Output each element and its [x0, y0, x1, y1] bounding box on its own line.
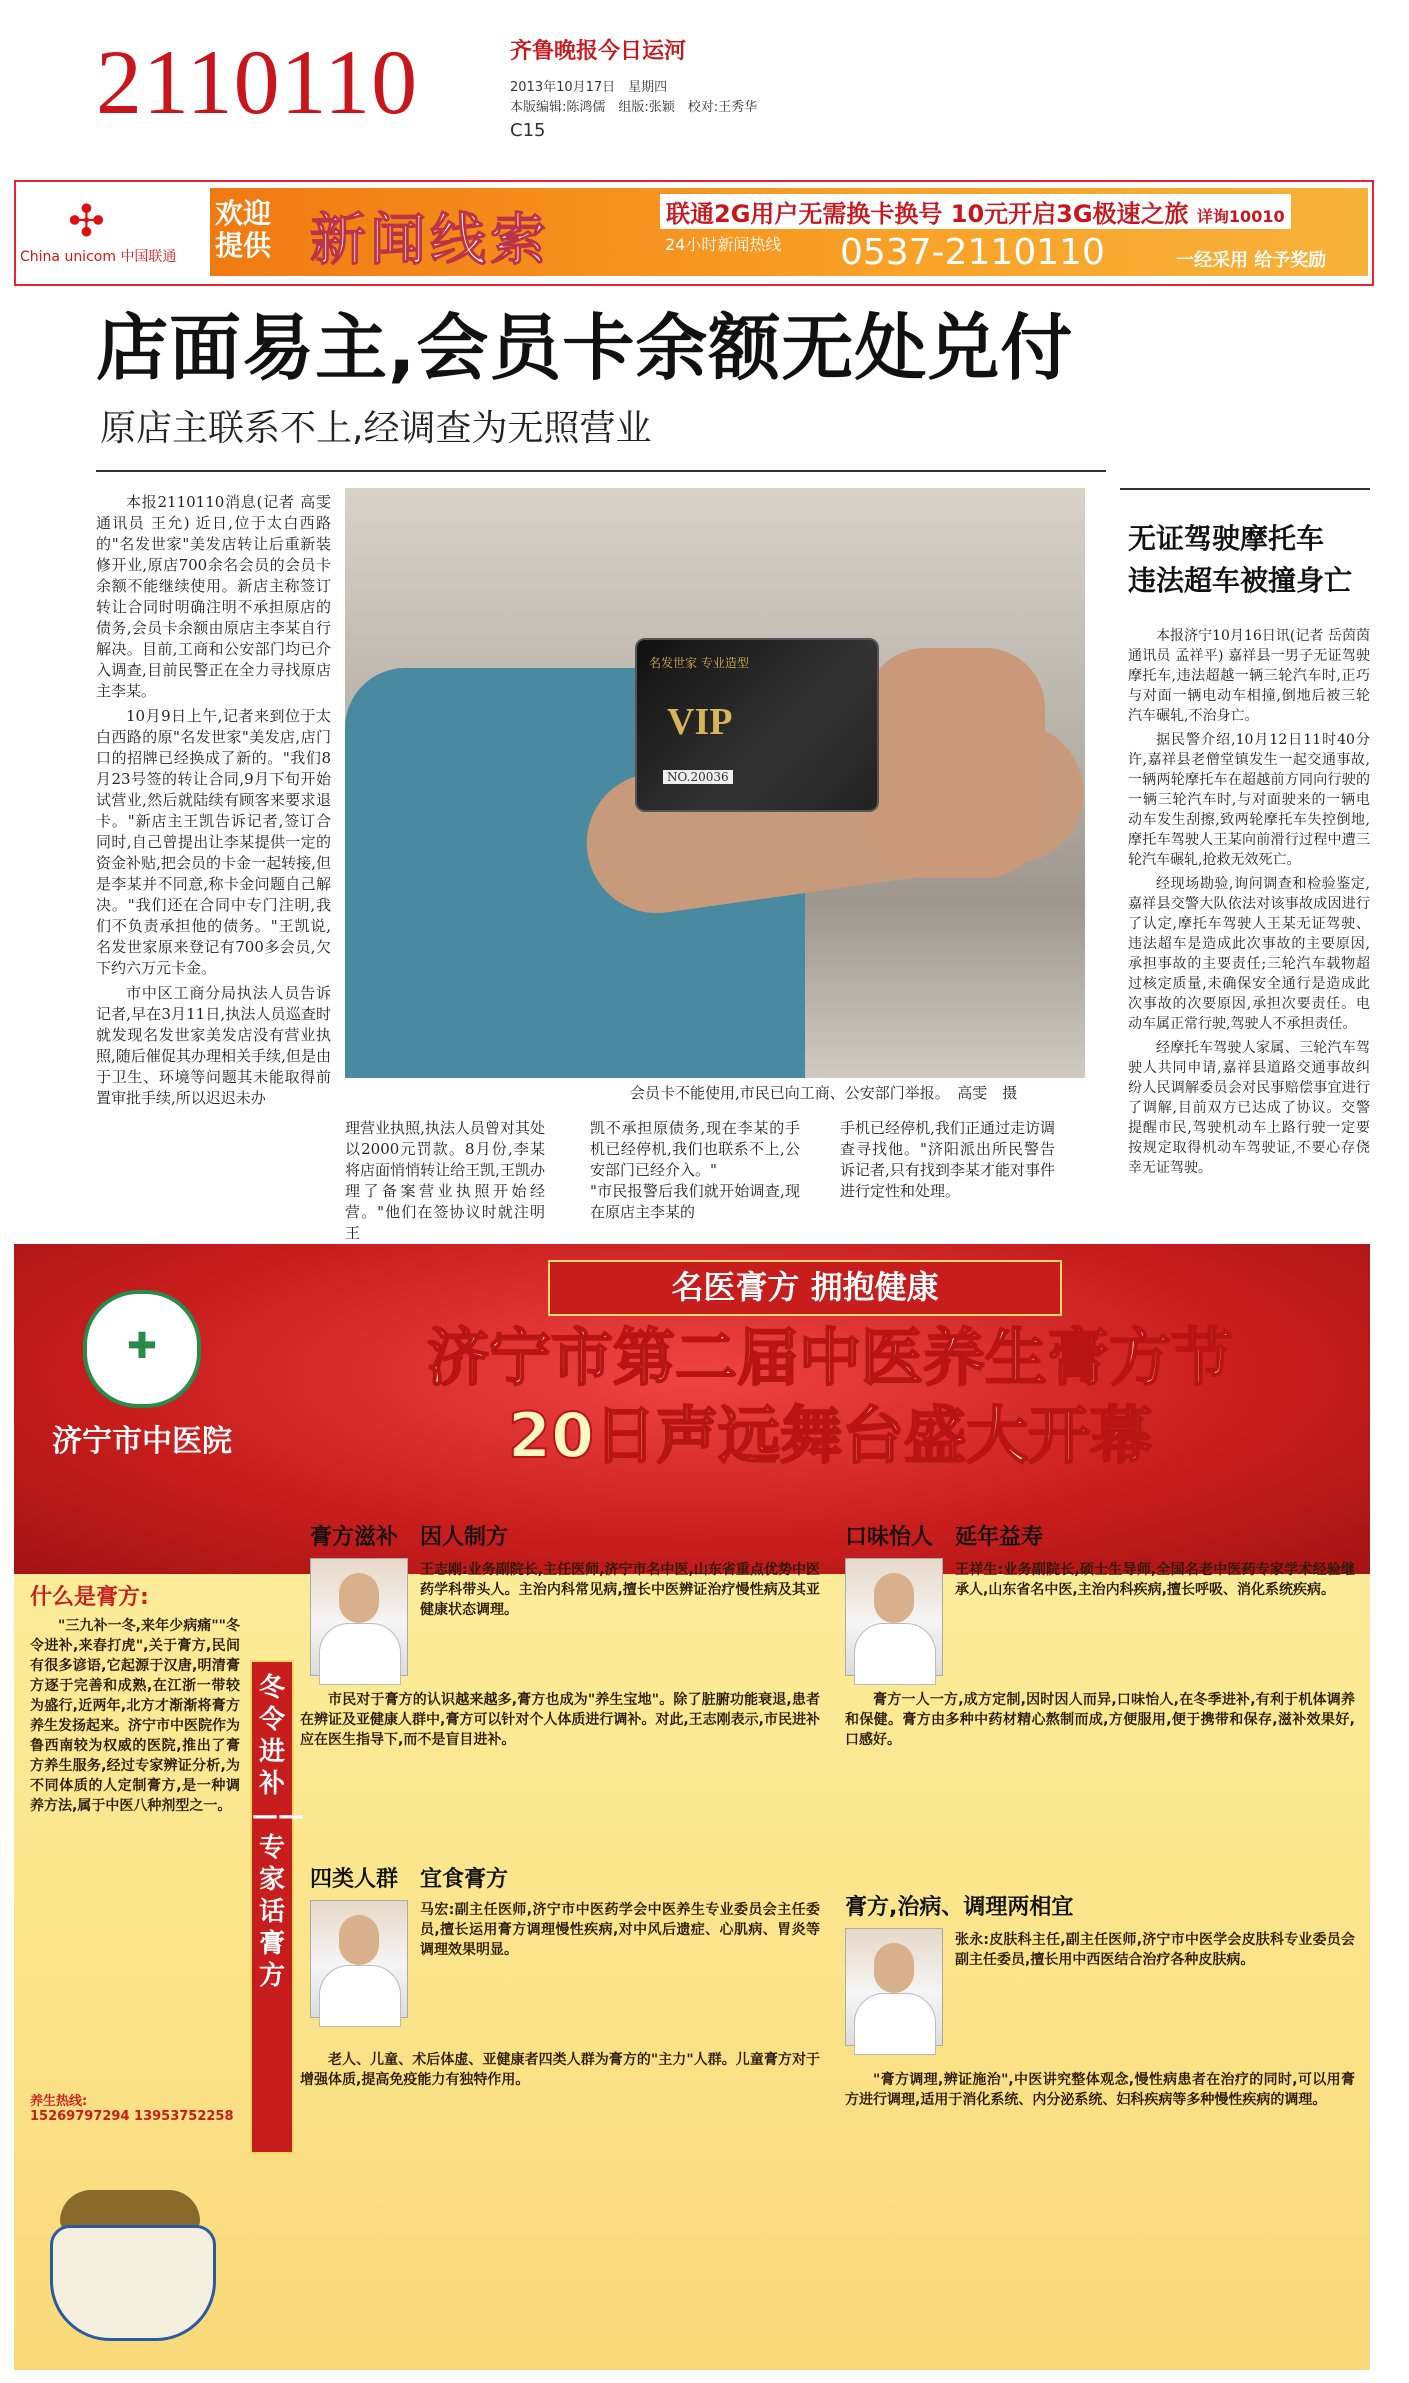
paragraph: 王祥生:业务副院长,硕士生导师,全国名老中医药专家学术经验继承人,山东省名中医,主治内科疾病,擅长呼吸、消化系统疾病。 — [955, 1562, 1355, 1598]
page-number: C15 — [510, 120, 546, 141]
banner-news-tips: 新闻线索 — [310, 208, 550, 273]
ad-title-line-1: 济宁市第二届中医养生膏方节 — [426, 1321, 1233, 1394]
paragraph: 王志刚:业务副院长,主任医师,济宁市名中医,山东省重点优势中医药学科带头人。主治内科常见病,擅长中医辨证治疗慢性病及其亚健康状态调理。 — [420, 1562, 820, 1618]
banner-promo-text: 联通2G用户无需换卡换号 10元开启3G极速之旅 — [666, 200, 1189, 228]
whatis-title: 什么是膏方: — [30, 1585, 149, 1610]
herbal-jar-image — [30, 2180, 230, 2350]
article-photo — [345, 488, 1085, 1078]
doctor-photo — [310, 1900, 408, 2018]
doctor-body — [300, 2050, 820, 2350]
doctor-photo — [310, 1558, 408, 1676]
vip-card — [635, 638, 879, 812]
whatis-body — [30, 1616, 240, 2086]
doctor-intro — [955, 1930, 1355, 2060]
brand-en: China unicom — [20, 249, 116, 265]
paragraph: 市民对于膏方的认识越来越多,膏方也成为"养生宝地"。除了脏腑功能衰退,患者在辨证及亚健康人群中,膏方可以针对个人体质进行调补。对此,王志刚表示,市民进补应在医生指导下,而不是盲目进补。 — [300, 1692, 820, 1748]
doctor-photo — [845, 1558, 943, 1676]
paragraph: 据民警介绍,10月12日11时40分许,嘉祥县老僧堂镇发生一起交通事故,一辆两轮摩托车在超越前方同向行驶的一辆三轮汽车时,与对面驶来的一辆电动车发生刮擦,致两轮摩托车失控倒地,摩托车驾驶人王某向前滑行过程中遭三轮汽车碾轧,抢救无效死亡。 — [1128, 732, 1370, 868]
article-column-3 — [590, 1118, 800, 1226]
sidebar-headline — [1128, 518, 1352, 602]
paragraph: 手机已经停机,我们正通过走访调查寻找他。"济阳派出所民警告诉记者,只有找到李某才能对事件进行定性和处理。 — [840, 1119, 1055, 1200]
banner-promo-small: 详询10010 — [1196, 207, 1285, 226]
card-name: 名发世家 专业造型 — [649, 656, 749, 670]
hotline-label: 养生热线: — [30, 2094, 88, 2109]
doctor-intro — [420, 1900, 820, 2040]
hotline-numbers: 15269797294 13953752258 — [30, 2109, 234, 2124]
article-subhead: 原店主联系不上,经调查为无照营业 — [100, 408, 652, 449]
article-headline: 店面易主,会员卡余额无处兑付 — [96, 306, 1074, 390]
paragraph: "三九补一冬,来年少病痛""冬令进补,来春打虎",关于膏方,民间有很多谚语,它起源于汉唐,明清膏方逐于完善和成熟,在江浙一带较为盛行,近两年,北方才渐渐将膏方养生发扬起来。济宁市中医院作为鲁西南较为权威的医院,推出了膏方养生服务,经过专家辨证分析,为不同体质的人定制膏方,是一种调养方法,属于中医八种剂型之一。 — [30, 1618, 240, 1814]
paragraph: 马宏:副主任医师,济宁市中医药学会中医养生专业委员会主任委员,擅长运用膏方调理慢性疾病,对中风后遗症、心肌病、胃炎等调理效果明显。 — [420, 1902, 820, 1958]
ad-slogan: 名医膏方 拥抱健康 — [548, 1260, 1062, 1316]
paragraph: 老人、儿童、术后体虚、亚健康者四类人群为膏方的"主力"人群。儿童膏方对于增强体质,提高免疫能力有独特作用。 — [300, 2052, 820, 2088]
editors-line: 本版编辑:陈鸿儒 组版:张颖 校对:王秀华 — [510, 100, 758, 115]
section-title: 膏方滋补 因人制方 — [310, 1525, 509, 1550]
paragraph: 凯不承担原债务,现在李某的手机已经停机,我们也联系不上,公安部门已经介入。" "市民报警后我们就开始调查,现在原店主李某的 — [590, 1119, 800, 1221]
doctor-body — [300, 1690, 820, 1850]
doctor-body — [845, 2070, 1355, 2350]
divider — [96, 470, 1106, 472]
paragraph: 本报2110110消息(记者 高雯 通讯员 王允) 近日,位于太白西路的"名发世家"美发店转让后重新装修开业,原店700余名会员的会员卡余额不能继续使用。新店主称签订转让合同时明确注明不承担原店的债务,会员卡余额由原店主李某自行解决。目前,工商和公安部门均已介入调查,目前民警正在全力寻找原店主李某。 — [96, 493, 331, 700]
article-column-1 — [96, 492, 331, 1113]
paragraph: 理营业执照,执法人员曾对其处以2000元罚款。8月份,李某将店面悄悄转让给王凯,王凯办理了备案营业执照开始经营。"他们在签协议时就注明王 — [345, 1119, 545, 1242]
sidebar-title-line: 无证驾驶摩托车 — [1128, 522, 1325, 555]
health-hotline — [30, 2090, 234, 2124]
sidebar-title-line: 违法超车被撞身亡 — [1128, 564, 1353, 597]
unicom-logo — [20, 196, 200, 270]
section-title: 膏方,治病、调理两相宜 — [845, 1895, 1074, 1920]
hospital-logo — [32, 1290, 252, 1460]
paragraph: "膏方调理,辨证施治",中医讲究整体观念,慢性病患者在治疗的同时,可以用膏方进行调理,适用于消化系统、内分泌系统、妇科疾病等多种慢性疾病的调理。 — [845, 2072, 1355, 2108]
paper-name: 齐鲁晚报今日运河 — [510, 38, 687, 64]
banner-adopt: 一经采用 给予奖励 — [1176, 250, 1327, 271]
unicom-knot-icon: ✣ — [68, 196, 105, 247]
paragraph: 膏方一人一方,成方定制,因时因人而异,口味怡人,在冬季进补,有利于机体调养和保健。膏方由多种中药材精心熬制而成,方便服用,便于携带和保存,滋补效果好,口感好。 — [845, 1692, 1355, 1748]
banner-promo — [660, 194, 1291, 229]
section-title: 口味怡人 延年益寿 — [845, 1525, 1044, 1550]
divider — [1120, 488, 1370, 490]
paragraph: 张永:皮肤科主任,副主任医师,济宁市中医学会皮肤科专业委员会副主任委员,擅长用中西医结合治疗各种皮肤病。 — [955, 1932, 1355, 1968]
sidebar-body — [1128, 626, 1370, 1226]
doctor-intro — [955, 1560, 1355, 1680]
banner-phone: 0537-2110110 — [840, 232, 1105, 273]
hotline-number: 2110110 — [96, 31, 419, 133]
banner-hotline-label: 24小时新闻热线 — [665, 235, 782, 254]
banner-welcome: 欢迎提供 — [215, 197, 272, 262]
paragraph: 经摩托车驾驶人家属、三轮汽车驾驶人共同申请,嘉祥县道路交通事故纠纷人民调解委员会对民事赔偿事宜进行了调解,目前双方已达成了协议。交警提醒市民,驾驶机动车上路行驶一定要按规定取得机动车驾驶证,不要心存侥幸无证驾驶。 — [1128, 1040, 1370, 1176]
doctor-body — [845, 1690, 1355, 1850]
paragraph: 10月9日上午,记者来到位于太白西路的原"名发世家"美发店,店门口的招牌已经换成了新的。"我们8月23号签的转让合同,9月下旬开始试营业,然后就陆续有顾客来要求退卡。"新店主王凯告诉记者,签订合同时,自己曾提出让李某提供一定的资金补贴,把会员的卡金一起转接,但是李某并不同意,称卡金问题自己解决。"我们还在合同中专门注明,我们不负责承担他的债务。"王凯说,名发世家原来登记有700多会员,欠下约六万元卡金。 — [96, 707, 331, 977]
photo-caption: 会员卡不能使用,市民已向工商、公安部门举报。 高雯 摄 — [630, 1084, 1018, 1102]
vertical-banner: 冬令进补——专家话膏方 — [250, 1660, 294, 2154]
paragraph: 经现场勘验,询问调查和检验鉴定,嘉祥县交警大队依法对该事故成因进行了认定,摩托车驾驶人王某无证驾驶、违法超车是造成此次事故的主要原因,承担事故的主要责任;三轮汽车载物超过核定质量,未确保安全通行是造成此次事故的次要原因,承担次要责任。电动车属正常行驶,驾驶人不承担责任。 — [1128, 876, 1370, 1032]
section-title: 四类人群 宜食膏方 — [310, 1867, 509, 1892]
paragraph: 本报济宁10月16日讯(记者 岳茵茵 通讯员 孟祥平) 嘉祥县一男子无证驾驶摩托车,违法超越一辆三轮汽车时,正巧与对面一辆电动车相撞,倒地后被三轮汽车碾轧,不治身亡。 — [1128, 628, 1370, 724]
card-number: NO.20036 — [663, 770, 733, 784]
paragraph: 市中区工商分局执法人员告诉记者,早在3月11日,执法人员巡查时就发现名发世家美发店没有营业执照,随后催促其办理相关手续,但是由于卫生、环境等问题其未能取得前置审批手续,所以迟迟未办 — [96, 984, 331, 1107]
card-vip: VIP — [667, 701, 733, 743]
brand-cn: 中国联通 — [120, 249, 177, 265]
date-line: 2013年10月17日 星期四 — [510, 80, 668, 95]
article-column-2 — [345, 1118, 545, 1242]
hospital-name: 济宁市中医院 — [52, 1424, 232, 1459]
ad-title-line-2: 20日声远舞台盛大开幕 — [507, 1399, 1153, 1472]
page-meta — [510, 78, 757, 118]
doctor-photo — [845, 1928, 943, 2046]
article-column-4 — [840, 1118, 1055, 1226]
hospital-emblem-icon: ✚ — [83, 1290, 201, 1408]
doctor-intro — [420, 1560, 820, 1680]
